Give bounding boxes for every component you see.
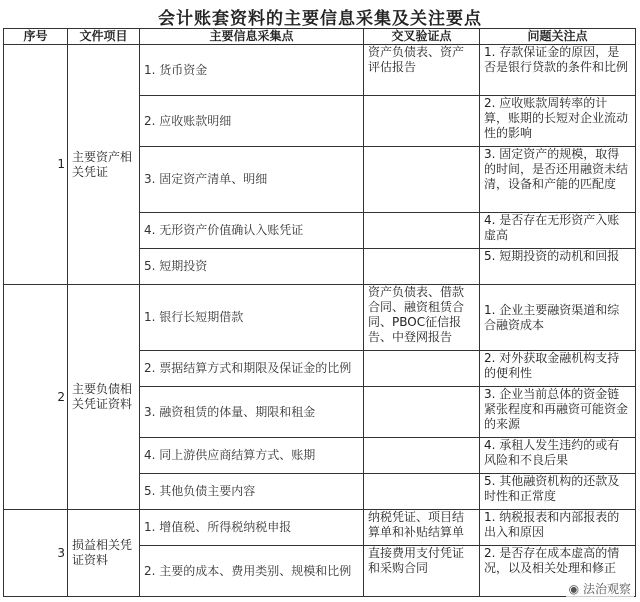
info-cell: 5. 其他负债主要内容 (140, 474, 364, 510)
info-cell: 1. 银行长短期借款 (140, 285, 364, 351)
cross-cell (364, 438, 480, 474)
info-cell: 2. 应收账款明细 (140, 96, 364, 147)
focus-cell: 5. 其他融资机构的还款及时性和正常度 (480, 474, 636, 510)
info-cell: 3. 固定资产清单、明细 (140, 147, 364, 213)
watermark-text: 法治观察 (582, 582, 631, 596)
header-seq: 序号 (4, 29, 68, 45)
group-doc: 主要资产相关凭证 (68, 45, 140, 285)
cross-cell (364, 213, 480, 249)
header-focus: 问题关注点 (480, 29, 636, 45)
cross-cell: 资产负债表、资产评估报告 (364, 45, 480, 96)
cross-cell (364, 351, 480, 387)
info-cell: 2. 主要的成本、费用类别、规模和比例 (140, 546, 364, 597)
focus-cell: 2. 对外获取金融机构支持的便利性 (480, 351, 636, 387)
table-row (4, 510, 636, 546)
focus-cell: 5. 短期投资的动机和回报 (480, 249, 636, 285)
focus-cell: 1. 企业主要融资渠道和综合融资成本 (480, 285, 636, 351)
cross-cell (364, 474, 480, 510)
group-doc: 损益相关凭证资料 (68, 510, 140, 597)
page-title: 会计账套资料的主要信息采集及关注要点 (158, 9, 482, 29)
cross-cell (364, 387, 480, 438)
cross-cell (364, 96, 480, 147)
focus-cell: 1. 存款保证金的原因，是否是银行贷款的条件和比例 (480, 45, 636, 96)
header-row (4, 29, 636, 45)
watermark (566, 579, 634, 598)
focus-cell: 1. 纳税报表和内部报表的出入和原因 (480, 510, 636, 546)
watermark-icon: ◉ (568, 582, 580, 596)
info-cell: 2. 票据结算方式和期限及保证金的比例 (140, 351, 364, 387)
cross-cell (364, 249, 480, 285)
cross-cell: 资产负债表、借款合同、融资租赁合同、PBOC征信报告、中登网报告 (364, 285, 480, 351)
table-row (4, 45, 636, 96)
group-doc: 主要负债相关凭证资料 (68, 285, 140, 510)
info-cell: 4. 无形资产价值确认入账凭证 (140, 213, 364, 249)
info-cell: 1. 增值税、所得税纳税申报 (140, 510, 364, 546)
info-cell: 1. 货币资金 (140, 45, 364, 96)
table-row (4, 285, 636, 351)
group-seq: 3 (4, 510, 68, 597)
focus-cell: 2. 是否存在成本虚高的情况，以及相关处理和修正 (480, 546, 636, 597)
focus-cell: 2. 应收账款周转率的计算，账期的长短对企业流动性的影响 (480, 96, 636, 147)
focus-cell: 3. 企业当前总体的资金链紧张程度和再融资可能资金的来源 (480, 387, 636, 438)
info-cell: 4. 同上游供应商结算方式、账期 (140, 438, 364, 474)
focus-cell: 4. 承租人发生违约的或有风险和不良后果 (480, 438, 636, 474)
focus-cell: 3. 固定资产的规模，取得的时间，是否还用融资未结清，设备和产能的匹配度 (480, 147, 636, 213)
group-seq: 2 (4, 285, 68, 510)
group-seq: 1 (4, 45, 68, 285)
focus-cell: 4. 是否存在无形资产入账虚高 (480, 213, 636, 249)
cross-cell (364, 147, 480, 213)
header-cross: 交叉验证点 (364, 29, 480, 45)
info-table (3, 28, 636, 597)
cross-cell: 纳税凭证、项目结算单和补贴结算单 (364, 510, 480, 546)
header-info: 主要信息采集点 (140, 29, 364, 45)
header-doc: 文件项目 (68, 29, 140, 45)
info-cell: 5. 短期投资 (140, 249, 364, 285)
cross-cell: 直接费用支付凭证和采购合同 (364, 546, 480, 597)
info-cell: 3. 融资租赁的体量、期限和租金 (140, 387, 364, 438)
